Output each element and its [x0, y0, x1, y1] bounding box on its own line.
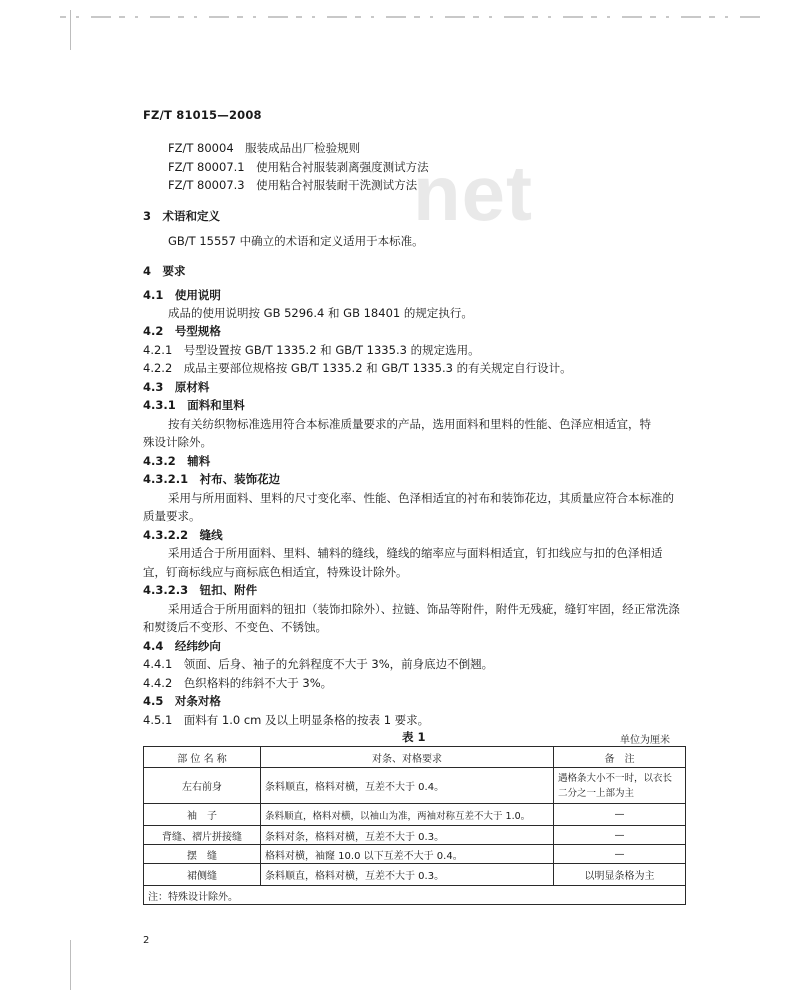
- paragraph: 4.4.1 领面、后身、袖子的允斜程度不大于 3%，前身底边不倒翘。: [143, 657, 494, 671]
- table-row: [144, 768, 686, 804]
- table-cell: 袖 子: [144, 804, 261, 826]
- table-header-cell: 对条、对格要求: [261, 747, 554, 768]
- table-row: [144, 826, 686, 845]
- subsection-heading: 4.3.2.3 钮扣、附件: [143, 583, 258, 597]
- requirements-table: [143, 746, 686, 905]
- page-number: 2: [143, 935, 150, 946]
- table-cell: —: [554, 804, 686, 826]
- table-cell: 条料顺直，格料对横，互差不大于 0.3。: [261, 864, 554, 886]
- paragraph: GB/T 15557 中确立的术语和定义适用于本标准。: [168, 234, 424, 248]
- subsection-heading: 4.3.2 辅料: [143, 454, 211, 468]
- table-cell: —: [554, 845, 686, 864]
- table-cell: 摆 缝: [144, 845, 261, 864]
- paragraph: 宜，钉商标线应与商标底色相适宜，特殊设计除外。: [143, 565, 408, 579]
- subsection-heading: 4.3.1 面料和里料: [143, 398, 245, 412]
- scan-artifact-line: [60, 12, 760, 22]
- scan-margin-mark: [70, 10, 71, 50]
- subsection-heading: 4.5 对条对格: [143, 694, 221, 708]
- table-cell: 遇格条大小不一时，以衣长二分之一上部为主: [554, 768, 686, 804]
- table-unit: 单位为厘米: [620, 735, 670, 746]
- paragraph: 4.2.2 成品主要部位规格按 GB/T 1335.2 和 GB/T 1335.3 的有关规定自行设计。: [143, 361, 572, 375]
- table-cell: 背缝、褶片拼接缝: [144, 826, 261, 845]
- subsection-heading: 4.2 号型规格: [143, 324, 221, 338]
- table-cell: 左右前身: [144, 768, 261, 804]
- table-cell: 以明显条格为主: [554, 864, 686, 886]
- subsection-heading: 4.3 原材料: [143, 380, 210, 394]
- reference-item: FZ/T 80007.1 使用粘合衬服装剥离强度测试方法: [168, 160, 429, 174]
- table-row: [144, 845, 686, 864]
- paragraph: 质量要求。: [143, 509, 201, 523]
- table-row: [144, 864, 686, 886]
- table-cell: —: [554, 826, 686, 845]
- paragraph: 采用适合于所用面料的钮扣（装饰扣除外）、拉链、饰品等附件，附件无残疵，缝钉牢固，经正常洗涤: [168, 602, 680, 616]
- section-heading: 3 术语和定义: [143, 209, 221, 223]
- table-title: 表 1: [402, 730, 426, 744]
- paragraph: 采用适合于所用面料、里料、辅料的缝线，缝线的缩率应与面料相适宜，钉扣线应与扣的色泽相适: [168, 546, 663, 560]
- paragraph: 成品的使用说明按 GB 5296.4 和 GB 18401 的规定执行。: [168, 306, 473, 320]
- paragraph: 4.4.2 色织格料的纬斜不大于 3%。: [143, 676, 333, 690]
- paragraph: 按有关纺织物标准选用符合本标准质量要求的产品，选用面料和里料的性能、色泽应相适宜，特: [168, 417, 651, 431]
- paragraph: 采用与所用面料、里料的尺寸变化率、性能、色泽相适宜的衬布和装饰花边，其质量应符合本标准的: [168, 491, 674, 505]
- table-header-row: [144, 747, 686, 768]
- table-cell: 条料对条，格料对横，互差不大于 0.3。: [261, 826, 554, 845]
- reference-item: FZ/T 80004 服装成品出厂检验规则: [168, 141, 361, 155]
- document-code: FZ/T 81015—2008: [143, 108, 262, 122]
- table-cell: 条料顺直，格料对横，以袖山为准，两袖对称互差不大于 1.0。: [261, 804, 554, 826]
- watermark: net: [413, 149, 533, 237]
- paragraph: 4.2.1 号型设置按 GB/T 1335.2 和 GB/T 1335.3 的规定选用。: [143, 343, 480, 357]
- table-note-row: [144, 886, 686, 905]
- table-note: 注：特殊设计除外。: [144, 886, 686, 905]
- subsection-heading: 4.3.2.2 缝线: [143, 528, 223, 542]
- table-cell: 裙侧缝: [144, 864, 261, 886]
- table-row: [144, 804, 686, 826]
- subsection-heading: 4.1 使用说明: [143, 288, 221, 302]
- reference-item: FZ/T 80007.3 使用粘合衬服装耐干洗测试方法: [168, 178, 418, 192]
- subsection-heading: 4.4 经纬纱向: [143, 639, 221, 653]
- paragraph: 殊设计除外。: [143, 435, 212, 449]
- scan-margin-mark: [70, 940, 71, 990]
- paragraph: 和熨烫后不变形、不变色、不锈蚀。: [143, 620, 327, 634]
- paragraph: 4.5.1 面料有 1.0 cm 及以上明显条格的按表 1 要求。: [143, 713, 430, 727]
- subsection-heading: 4.3.2.1 衬布、装饰花边: [143, 472, 281, 486]
- table-cell: 条料顺直，格料对横，互差不大于 0.4。: [261, 768, 554, 804]
- table-cell: 格料对横，袖窿 10.0 以下互差不大于 0.4。: [261, 845, 554, 864]
- section-heading: 4 要求: [143, 264, 186, 278]
- table-header-cell: 备 注: [554, 747, 686, 768]
- table-header-cell: 部 位 名 称: [144, 747, 261, 768]
